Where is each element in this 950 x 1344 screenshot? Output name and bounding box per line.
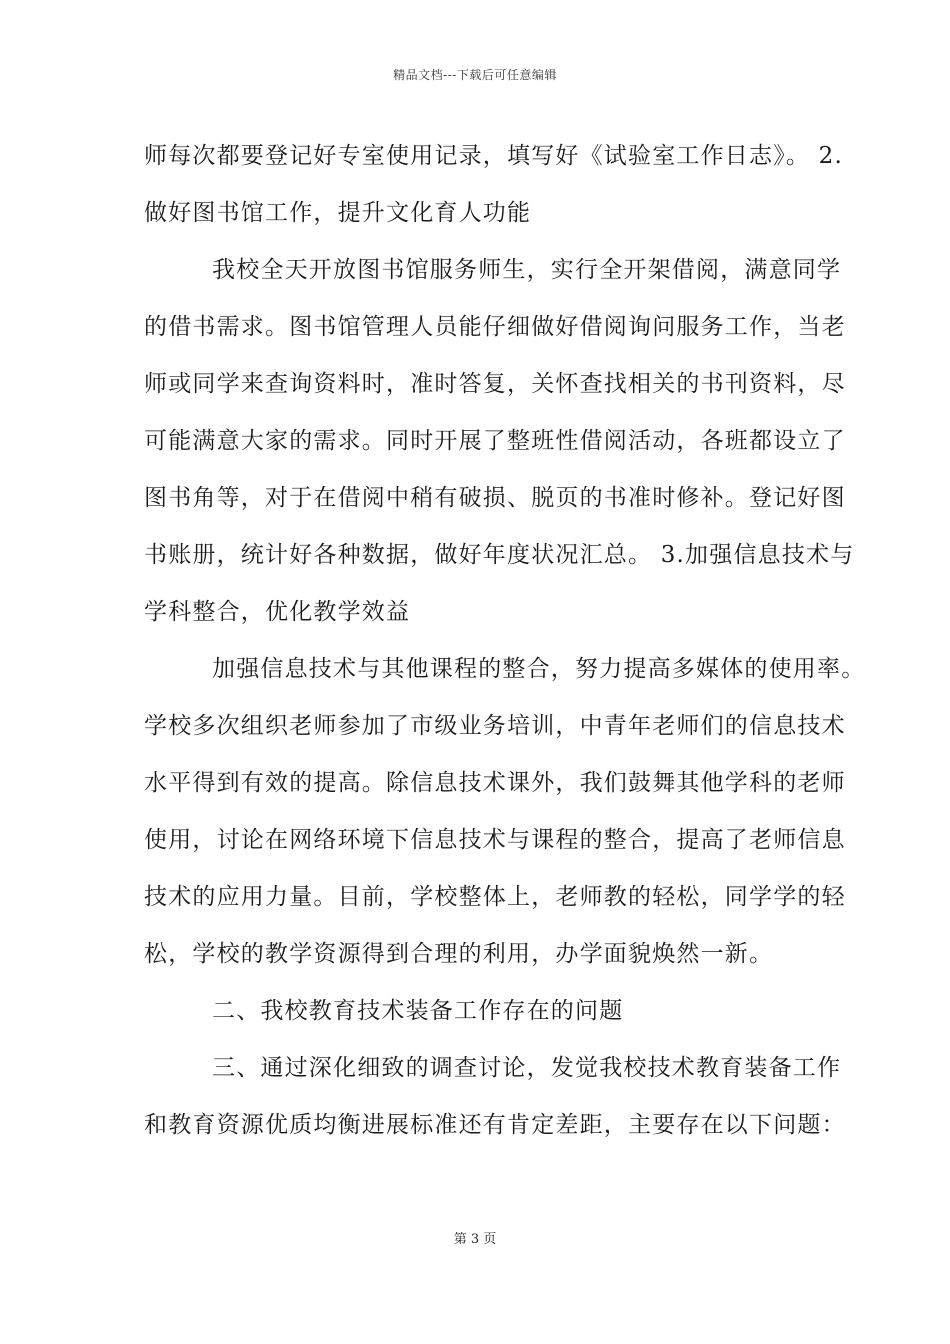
section-heading: 二、我校教育技术装备工作存在的问题 — [212, 998, 624, 1024]
paragraph-first-line: 我校全天开放图书馆服务师生，实行全开架借阅，满意同学 — [212, 257, 842, 283]
paragraph-first-line: 三、通过深化细致的调查讨论，发觉我校技术教育装备工作 — [212, 1055, 842, 1081]
text-line: 图书角等，对于在借阅中稍有破损、脱页的书准时修补。登记好图 — [144, 485, 846, 511]
document-body — [144, 128, 866, 1154]
text-line: 书账册，统计好各种数据，做好年度状况汇总。 3.加强信息技术与 — [144, 542, 855, 568]
text-line: 的借书需求。图书馆管理人员能仔细做好借阅询问服务工作，当老 — [144, 314, 846, 340]
page-header: 精品文档---下载后可任意编辑 — [393, 68, 557, 82]
page-number: 第 3 页 — [453, 1232, 497, 1247]
text-line: 使用，讨论在网络环境下信息技术与课程的整合，提高了老师信息 — [144, 827, 846, 853]
text-line: 松，学校的教学资源得到合理的利用，办学面貌焕然一新。 — [144, 941, 774, 967]
text-line: 师或同学来查询资料时，准时答复，关怀查找相关的书刊资料，尽 — [144, 371, 846, 397]
paragraph-first-line: 加强信息技术与其他课程的整合，努力提高多媒体的使用率。 — [212, 656, 866, 682]
text-line: 可能满意大家的需求。同时开展了整班性借阅活动，各班都设立了 — [144, 428, 846, 454]
section-heading: 学科整合，优化教学效益 — [144, 599, 411, 625]
section-heading: 做好图书馆工作，提升文化育人功能 — [144, 200, 532, 226]
text-line: 和教育资源优质均衡进展标准还有肯定差距，主要存在以下问题： — [144, 1112, 846, 1138]
text-line: 水平得到有效的提高。除信息技术课外，我们鼓舞其他学科的老师 — [144, 770, 846, 796]
text-line: 师每次都要登记好专室使用记录，填写好《试验室工作日志》。 2. — [144, 143, 843, 169]
text-line: 技术的应用力量。目前，学校整体上，老师教的轻松，同学学的轻 — [144, 884, 846, 910]
text-line: 学校多次组织老师参加了市级业务培训，中青年老师们的信息技术 — [144, 713, 846, 739]
